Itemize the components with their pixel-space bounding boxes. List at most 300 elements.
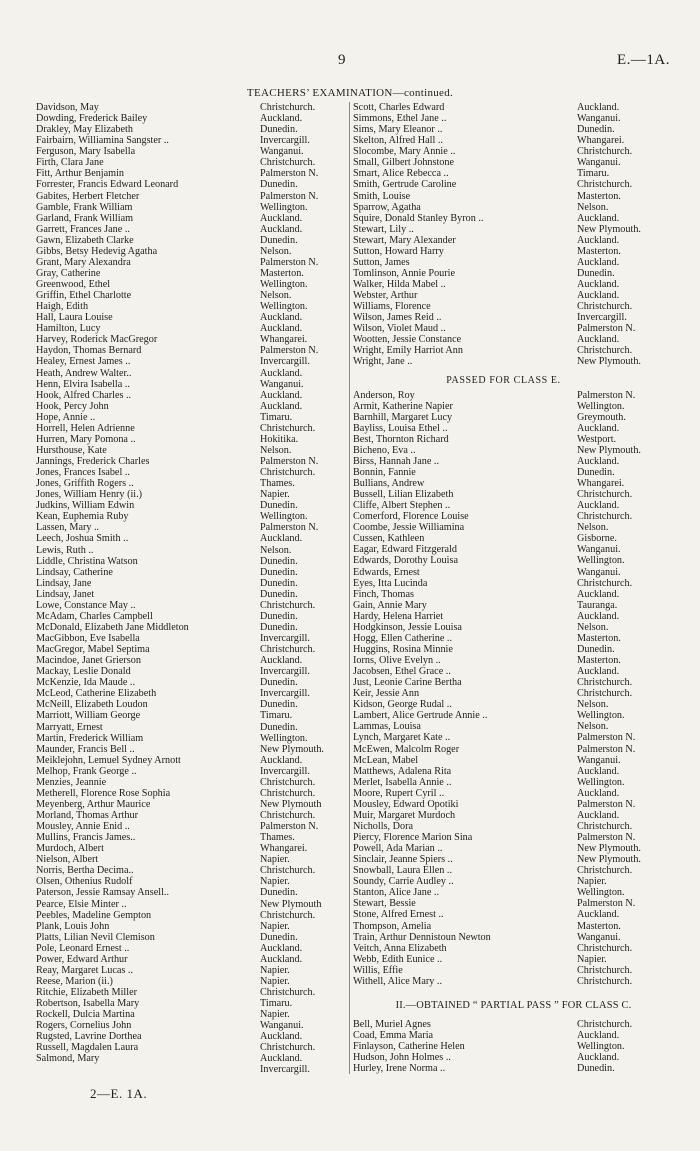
list-item (36, 755, 343, 766)
candidate-town: Auckland. (260, 223, 303, 235)
candidate-town: Masterton. (260, 267, 304, 279)
list-item (353, 456, 674, 467)
candidate-town: Auckland. (260, 942, 303, 954)
candidate-town: Auckland. (577, 455, 620, 467)
list-item (353, 578, 674, 589)
candidate-town: Auckland. (577, 256, 620, 268)
candidate-town: Wanganui. (260, 1020, 304, 1032)
list-item (36, 1064, 343, 1075)
list-item (353, 202, 674, 213)
candidate-name: Gray, Catherine (36, 267, 101, 279)
candidate-town: New Plymouth (260, 798, 322, 810)
list-item (353, 721, 674, 732)
candidate-town: Christchurch. (577, 577, 633, 589)
candidate-town: Christchurch. (577, 301, 633, 313)
candidate-town: Auckland. (260, 1053, 303, 1065)
candidate-name: Reese, Marion (ii.) (36, 975, 113, 987)
list-item (36, 965, 343, 976)
list-item (36, 611, 343, 622)
candidate-town: Dunedin. (260, 566, 298, 578)
candidate-town: Wanganui. (577, 566, 621, 578)
candidate-town: Invercargill. (260, 666, 310, 678)
list-item (353, 312, 674, 323)
list-item (36, 777, 343, 788)
candidate-town: Wellington. (577, 776, 625, 788)
candidate-name: Hurley, Irene Norma .. (353, 1063, 446, 1075)
candidate-name: Lowe, Constance May .. (36, 599, 136, 611)
list-item (353, 965, 674, 976)
list-item (36, 766, 343, 777)
list-item (36, 600, 343, 611)
candidate-town: Wanganui. (577, 544, 621, 556)
candidate-town: New Plymouth. (577, 843, 641, 855)
candidate-name: Lammas, Louisa (353, 721, 421, 733)
candidate-name: Fairbairn, Williamina Sangster .. (36, 135, 169, 147)
candidate-town: Auckland. (260, 367, 303, 379)
candidate-name: Webb, Edith Eunice .. (353, 953, 443, 965)
candidate-town: Westport. (577, 433, 617, 445)
candidate-name: Ritchie, Elizabeth Miller (36, 987, 137, 998)
list-item (36, 1031, 343, 1042)
list-item (353, 500, 674, 511)
list-item (353, 467, 674, 478)
candidate-name: Hope, Annie .. (36, 411, 96, 423)
candidate-name: Dowding, Frederick Bailey (36, 113, 148, 125)
candidate-name: Reay, Margaret Lucas .. (36, 964, 134, 976)
list-item (36, 224, 343, 235)
candidate-name: Skelton, Alfred Hall .. (353, 135, 443, 147)
candidate-name: McLeod, Catherine Elizabeth (36, 688, 157, 700)
list-item (353, 732, 674, 743)
candidate-name: Lynch, Margaret Kate .. (353, 732, 451, 744)
list-item (353, 401, 674, 412)
candidate-name: Peebles, Madeline Gempton (36, 909, 152, 921)
list-item (36, 511, 343, 522)
list-item (353, 434, 674, 445)
candidate-name: Hardy, Helena Harriet (353, 610, 444, 622)
candidate-name: Just, Leonie Carine Bertha (353, 677, 462, 689)
candidate-town: Napier. (260, 854, 290, 866)
candidate-town: Auckland. (577, 588, 620, 600)
candidate-town: Nelson. (260, 290, 292, 302)
list-item (353, 301, 674, 312)
candidate-town: Palmerston N. (577, 832, 636, 843)
list-item (353, 633, 674, 644)
candidate-town: Dunedin. (260, 500, 298, 512)
list-item (36, 1042, 343, 1053)
candidate-town: Christchurch. (260, 776, 316, 788)
candidate-town: Auckland. (577, 279, 620, 290)
list-item (353, 544, 674, 555)
candidate-name: Birss, Hannah Jane .. (353, 455, 440, 467)
list-item (36, 666, 343, 677)
list-item (353, 777, 674, 788)
list-item (36, 567, 343, 578)
list-item (36, 887, 343, 898)
list-item (36, 644, 343, 655)
list-item (36, 578, 343, 589)
candidate-town: Christchurch. (260, 102, 316, 113)
candidate-name: Pole, Leonard Ernest .. (36, 942, 130, 954)
candidate-town: Timaru. (260, 710, 293, 722)
candidate-town: Timaru. (260, 998, 293, 1010)
list-item (36, 124, 343, 135)
candidate-name: Wilson, Violet Maud .. (353, 323, 446, 335)
candidate-town: Dunedin. (260, 577, 298, 589)
candidate-name: Sparrow, Agatha (353, 201, 421, 213)
candidate-name: Hall, Laura Louise (36, 312, 113, 324)
list-item (36, 976, 343, 987)
list-item (353, 755, 674, 766)
candidate-town: Christchurch. (260, 644, 316, 656)
list-item (353, 555, 674, 566)
candidate-name: Forrester, Francis Edward Leonard (36, 179, 179, 191)
candidate-town: New Plymouth. (577, 444, 641, 456)
candidate-name: Paterson, Jessie Ramsay Ansell.. (36, 887, 169, 899)
candidate-town: Christchurch. (260, 787, 316, 799)
candidate-name: Hodgkinson, Jessie Louisa (353, 621, 462, 633)
candidate-name: Garland, Frank William (36, 212, 134, 224)
list-item (353, 655, 674, 666)
candidate-town: Whangarei. (577, 135, 625, 147)
page-number: 9 (338, 52, 346, 68)
list-item (36, 699, 343, 710)
candidate-name: Rockell, Dulcia Martina (36, 1009, 135, 1021)
list-item (36, 257, 343, 268)
candidate-town: Wanganui. (577, 754, 621, 766)
candidate-name: Griffin, Ethel Charlotte (36, 290, 132, 302)
list-item (36, 843, 343, 854)
list-item (36, 710, 343, 721)
candidate-town: Dunedin. (260, 555, 298, 567)
candidate-name: Nicholls, Dora (353, 820, 413, 832)
candidate-name: McEwen, Malcolm Roger (353, 743, 460, 755)
candidate-name: Thompson, Amelia (353, 920, 432, 932)
list-item (353, 423, 674, 434)
candidate-town: Invercargill. (260, 765, 310, 777)
candidate-name: Grant, Mary Alexandra (36, 256, 131, 268)
candidate-name: Horrell, Helen Adrienne (36, 422, 135, 434)
list-item (36, 191, 343, 202)
candidate-name: Scott, Charles Edward (353, 102, 445, 113)
candidate-town: Christchurch. (577, 964, 633, 976)
candidate-town: Palmerston N. (577, 798, 636, 810)
candidate-town: Thames. (260, 478, 295, 490)
candidate-town: New Plymouth. (577, 223, 641, 235)
list-item (36, 368, 343, 379)
candidate-name: Meiklejohn, Lemuel Sydney Arnott (36, 754, 181, 766)
candidate-name: Wilson, James Reid .. (353, 312, 442, 324)
list-item (36, 489, 343, 500)
candidate-town: Auckland. (260, 533, 303, 545)
candidate-name: Train, Arthur Dennistoun Newton (353, 931, 491, 943)
candidate-town: Nelson. (577, 621, 609, 633)
candidate-town: Whangarei. (260, 843, 308, 855)
candidate-town: Christchurch. (260, 987, 316, 998)
partial-pass-list (353, 1019, 674, 1074)
list-item (353, 1030, 674, 1041)
list-item (353, 356, 674, 367)
list-item (353, 113, 674, 124)
candidate-town: Christchurch. (577, 677, 633, 689)
list-item (36, 688, 343, 699)
candidate-town: Nelson. (260, 544, 292, 556)
list-item (36, 268, 343, 279)
list-item (36, 213, 343, 224)
candidate-name: Melhop, Frank George .. (36, 765, 137, 777)
candidate-name: Healey, Ernest James .. (36, 356, 131, 368)
candidate-name: Judkins, William Edwin (36, 500, 135, 512)
candidate-town: Auckland. (260, 953, 303, 965)
candidate-town: Auckland. (577, 500, 620, 512)
candidate-town: Napier. (260, 1009, 290, 1021)
list-item (36, 102, 343, 113)
candidate-town: Wellington. (260, 732, 308, 744)
list-item (353, 699, 674, 710)
candidate-name: Platts, Lilian Nevil Clemison (36, 931, 155, 943)
list-item (36, 633, 343, 644)
list-item (36, 545, 343, 556)
list-item (36, 401, 343, 412)
candidate-town: Auckland. (260, 323, 303, 335)
candidate-town: Christchurch. (577, 146, 633, 158)
list-item (36, 932, 343, 943)
list-item (36, 179, 343, 190)
candidate-name: Armit, Katherine Napier (353, 400, 453, 412)
candidate-town: Christchurch. (577, 688, 633, 700)
class-e-list (353, 390, 674, 987)
list-item (36, 556, 343, 567)
candidate-name: Murdoch, Albert (36, 843, 104, 855)
candidate-town: Gisborne. (577, 533, 617, 545)
candidate-name: Bell, Muriel Agnes (353, 1018, 431, 1030)
candidate-town: Christchurch. (577, 489, 633, 501)
candidate-name: Williams, Florence (353, 301, 431, 313)
candidate-town: Invercargill. (260, 688, 310, 700)
list-item (353, 887, 674, 898)
left-column (36, 102, 343, 1076)
candidate-name: Hurren, Mary Pomona .. (36, 433, 136, 445)
list-item (36, 788, 343, 799)
candidate-name: Davidson, May (36, 102, 99, 113)
candidate-name: Metherell, Florence Rose Sophia (36, 787, 171, 799)
list-item (353, 677, 674, 688)
candidate-town: Tauranga. (577, 599, 618, 611)
list-item (36, 832, 343, 843)
list-item (36, 876, 343, 887)
candidate-town: Christchurch. (260, 157, 316, 169)
candidate-name: Finch, Thomas (353, 588, 414, 600)
candidate-town: New Plymouth (260, 898, 322, 910)
list-item (353, 489, 674, 500)
list-item (353, 323, 674, 334)
candidate-name: Withell, Alice Mary .. (353, 975, 442, 987)
candidate-town: Auckland. (260, 754, 303, 766)
candidate-town: Christchurch. (577, 1018, 633, 1030)
candidate-town: Palmerston N. (577, 323, 636, 335)
candidate-town: Wanganui. (577, 157, 621, 169)
list-item (353, 135, 674, 146)
candidate-town: Masterton. (577, 632, 621, 644)
list-item (353, 191, 674, 202)
list-item (353, 799, 674, 810)
candidate-name: Stewart, Mary Alexander (353, 234, 456, 246)
candidate-town: Napier. (260, 975, 290, 987)
list-item (36, 821, 343, 832)
candidate-town: Auckland. (260, 312, 303, 324)
list-item (353, 932, 674, 943)
candidate-name: Wright, Emily Harriot Ann (353, 345, 463, 357)
partial-pass-heading: II.—OBTAINED “ PARTIAL PASS ” FOR CLASS C. (395, 999, 632, 1011)
candidate-town: Auckland. (577, 666, 620, 678)
list-item (353, 600, 674, 611)
list-item (36, 943, 343, 954)
candidate-name: Mousley, Annie Enid .. (36, 821, 130, 833)
candidate-town: Auckland. (577, 610, 620, 622)
list-item (36, 810, 343, 821)
list-item (36, 390, 343, 401)
list-item (353, 921, 674, 932)
candidate-town: Christchurch. (577, 511, 633, 523)
candidate-name: Mackay, Leslie Donald (36, 666, 131, 678)
candidate-town: Auckland. (577, 1052, 620, 1064)
candidate-name: Maunder, Francis Bell .. (36, 743, 135, 755)
candidate-town: Dunedin. (260, 621, 298, 633)
candidate-name: Greenwood, Ethel (36, 279, 111, 290)
candidate-town: Masterton. (577, 190, 621, 202)
candidate-town: Auckland. (577, 422, 620, 434)
document-reference: E.—1A. (617, 52, 670, 68)
candidate-name: Rugsted, Lavrine Dorthea (36, 1031, 142, 1043)
candidate-name: Willis, Effie (353, 964, 403, 976)
list-item (36, 589, 343, 600)
list-item (36, 1020, 343, 1031)
list-item (353, 611, 674, 622)
candidate-name: Firth, Clara Jane (36, 157, 104, 169)
candidate-name: Menzies, Jeannie (36, 776, 107, 788)
list-item (36, 899, 343, 910)
list-item (36, 301, 343, 312)
candidate-name: Stanton, Alice Jane .. (353, 887, 440, 899)
candidate-name: Olsen, Othenius Rudolf (36, 876, 133, 888)
list-item (36, 379, 343, 390)
candidate-name: Hogg, Ellen Catherine .. (353, 632, 453, 644)
candidate-name: Soundy, Carrie Audley .. (353, 876, 454, 888)
candidate-town: Dunedin. (260, 699, 298, 711)
candidate-town: Palmerston N. (577, 732, 636, 744)
candidate-name: McLean, Mabel (353, 754, 419, 766)
candidate-name: Cliffe, Albert Stephen .. (353, 500, 451, 512)
candidate-name: Smith, Gertrude Caroline (353, 179, 457, 191)
list-item (353, 279, 674, 290)
candidate-name: Lassen, Mary .. (36, 522, 100, 534)
list-item (353, 1041, 674, 1052)
candidate-name: Eagar, Edward Fitzgerald (353, 544, 457, 556)
candidate-name: Haydon, Thomas Bernard (36, 345, 142, 357)
candidate-town: Christchurch. (260, 467, 316, 479)
list-item (353, 334, 674, 345)
candidate-town: Christchurch. (260, 810, 316, 821)
list-item (36, 157, 343, 168)
candidate-town: Dunedin. (577, 643, 615, 655)
candidate-name: Plank, Louis John (36, 920, 110, 932)
candidate-name: Bussell, Lilian Elizabeth (353, 489, 454, 501)
list-item (353, 976, 674, 987)
candidate-name: Snowball, Laura Ellen .. (353, 865, 453, 877)
candidate-town: Whangarei. (260, 334, 308, 346)
candidate-town: Auckland. (577, 809, 620, 821)
candidate-town: Wanganui. (577, 113, 621, 125)
list-item (353, 268, 674, 279)
candidate-town: Palmerston N. (260, 168, 319, 180)
candidate-name: Stewart, Lily .. (353, 223, 414, 235)
candidate-town: Invercargill. (260, 1064, 310, 1076)
list-item (36, 1009, 343, 1020)
candidate-town: Christchurch. (577, 820, 633, 832)
candidate-name: Sutton, James (353, 256, 410, 268)
list-item (353, 124, 674, 135)
candidate-town: Masterton. (577, 920, 621, 932)
list-item (353, 710, 674, 721)
candidate-town: Palmerston N. (260, 190, 319, 202)
candidate-town: Whangarei. (577, 478, 625, 489)
candidate-name: Edwards, Dorothy Louisa (353, 555, 458, 567)
candidate-town: Napier. (260, 920, 290, 932)
list-item (353, 954, 674, 965)
candidate-name: Walker, Hilda Mabel .. (353, 279, 446, 290)
candidate-name: Smart, Alice Rebecca .. (353, 168, 449, 180)
candidate-name: Piercy, Florence Marion Sina (353, 832, 473, 843)
candidate-town: Dunedin. (260, 887, 298, 899)
candidate-town: Timaru. (577, 168, 610, 180)
candidate-town: Wellington. (260, 301, 308, 313)
list-item (36, 478, 343, 489)
page-signature: 2—E. 1A. (90, 1086, 148, 1101)
list-item (36, 655, 343, 666)
candidate-name: Veitch, Anna Elizabeth (353, 942, 447, 954)
candidate-name: Powell, Ada Marian .. (353, 843, 443, 855)
candidate-town: Wellington. (260, 279, 308, 290)
list-item (353, 854, 674, 865)
candidate-name: Bicheno, Eva .. (353, 444, 416, 456)
list-item (36, 954, 343, 965)
candidate-town: Napier. (577, 876, 607, 888)
right-column (349, 102, 674, 1074)
candidate-town: Dunedin. (260, 677, 298, 689)
candidate-name: Gamble, Frank William (36, 201, 133, 213)
candidate-town: Hokitika. (260, 433, 299, 445)
candidate-name: Matthews, Adalena Rita (353, 765, 452, 777)
list-item (36, 434, 343, 445)
candidate-name: Wright, Jane .. (353, 356, 413, 368)
candidate-name: Lambert, Alice Gertrude Annie .. (353, 710, 488, 722)
candidate-town: Nelson. (577, 522, 609, 534)
candidate-town: Greymouth. (577, 411, 626, 423)
candidate-name: Meyenberg, Arthur Maurice (36, 798, 151, 810)
list-item (36, 1053, 343, 1064)
candidate-town: Invercargill. (577, 312, 627, 324)
candidate-town: Dunedin. (577, 1063, 615, 1075)
list-item (353, 179, 674, 190)
candidate-town: Auckland. (577, 102, 620, 113)
list-item (353, 821, 674, 832)
candidate-town: Auckland. (260, 1031, 303, 1043)
candidate-name: Comerford, Florence Louise (353, 511, 469, 523)
candidate-name: McKenzie, Ida Maude .. (36, 677, 136, 689)
candidate-town: Dunedin. (260, 721, 298, 733)
candidate-name: Iorns, Olive Evelyn .. (353, 655, 441, 666)
candidate-name: Cussen, Kathleen (353, 533, 425, 545)
